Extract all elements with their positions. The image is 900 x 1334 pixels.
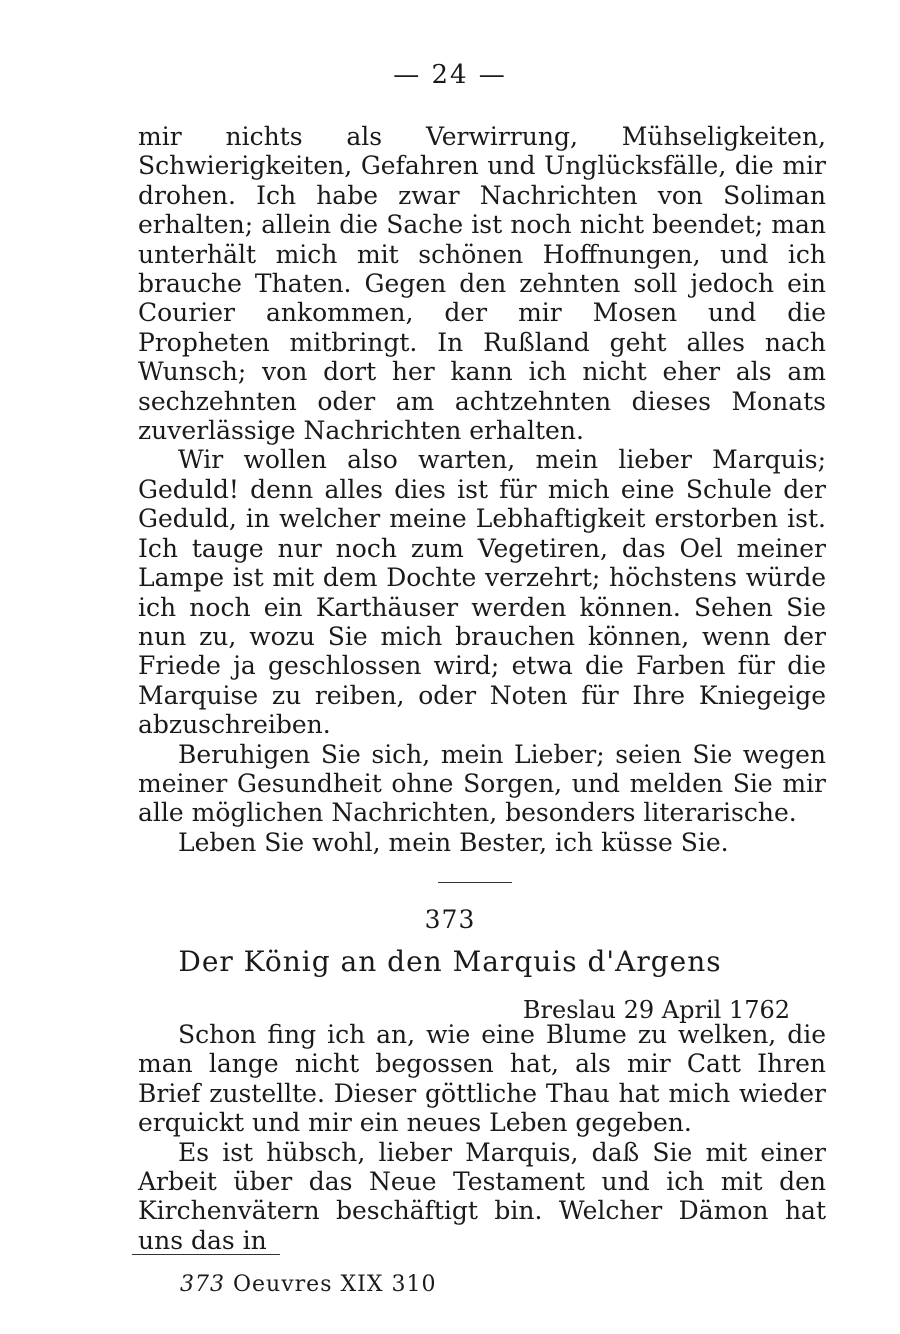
section-divider	[438, 882, 512, 883]
paragraph: Leben Sie wohl, mein Bester, ich küsse Sie.	[178, 827, 729, 857]
footnote-divider	[132, 1254, 280, 1255]
paragraph: Es ist hübsch, lieber Marquis, daß Sie mit einer Arbeit über das Neue Testament und ich mit den Kirchenvätern beschäftigt bin. Welcher Dämon hat uns das in	[138, 1137, 826, 1255]
paragraph: mir nichts als Verwirrung, Mühseligkeiten, Schwierigkeiten, Gefahren und Unglücksfälle, die mir drohen. Ich habe zwar Nachrichten von Soliman erhalten; allein die Sache ist noch nicht beendet; man unterhält mich mit schönen Hoffnungen, und ich brauche Thaten. Gegen den zehnten soll jedoch ein Courier ankommen, der mir Mosen und die Propheten mitbringt. In Rußland geht alles nach Wunsch; von dort her kann ich nicht eher als am sechzehnten oder am achtzehnten dieses Monats zuverlässige Nachrichten erhalten.	[138, 122, 826, 446]
paragraph: Beruhigen Sie sich, mein Lieber; seien Sie wegen meiner Gesundheit ohne Sorgen, und melden Sie mir alle möglichen Nachrichten, besonders literarische.	[138, 739, 826, 828]
paragraph: Wir wollen also warten, mein lieber Marquis; Geduld! denn alles dies ist für mich eine Schule der Geduld, in welcher meine Lebhaftigkeit erstorben ist. Ich tauge nur noch zum Vegetiren, das Oel meiner Lampe ist mit dem Dochte verzehrt; höchstens würde ich noch ein Karthäuser werden können. Sehen Sie nun zu, wozu Sie mich brauchen können, wenn der Friede ja geschlossen wird; etwa die Farben für die Marquise zu reiben, oder Noten für Ihre Kniegeige abzuschreiben.	[138, 445, 826, 740]
footnote-text: Oeuvres XIX 310	[233, 1272, 437, 1297]
footnote	[180, 1272, 436, 1297]
letter-373-body	[138, 1020, 826, 1255]
page-number: — 24 —	[393, 60, 507, 90]
paragraph: Schon fing ich an, wie eine Blume zu welken, die man lange nicht begossen hat, als mir Catt Ihren Brief zustellte. Dieser göttliche Thau hat mich wieder erquickt und mir ein neues Leben gegeben.	[138, 1020, 826, 1138]
footnote-number: 373	[180, 1272, 225, 1297]
letter-dateline: Breslau 29 April 1762	[522, 996, 790, 1024]
letter-heading: Der König an den Marquis d'Argens	[178, 945, 722, 978]
letter-372-continued-body	[138, 122, 826, 857]
letter-number: 373	[424, 905, 476, 934]
